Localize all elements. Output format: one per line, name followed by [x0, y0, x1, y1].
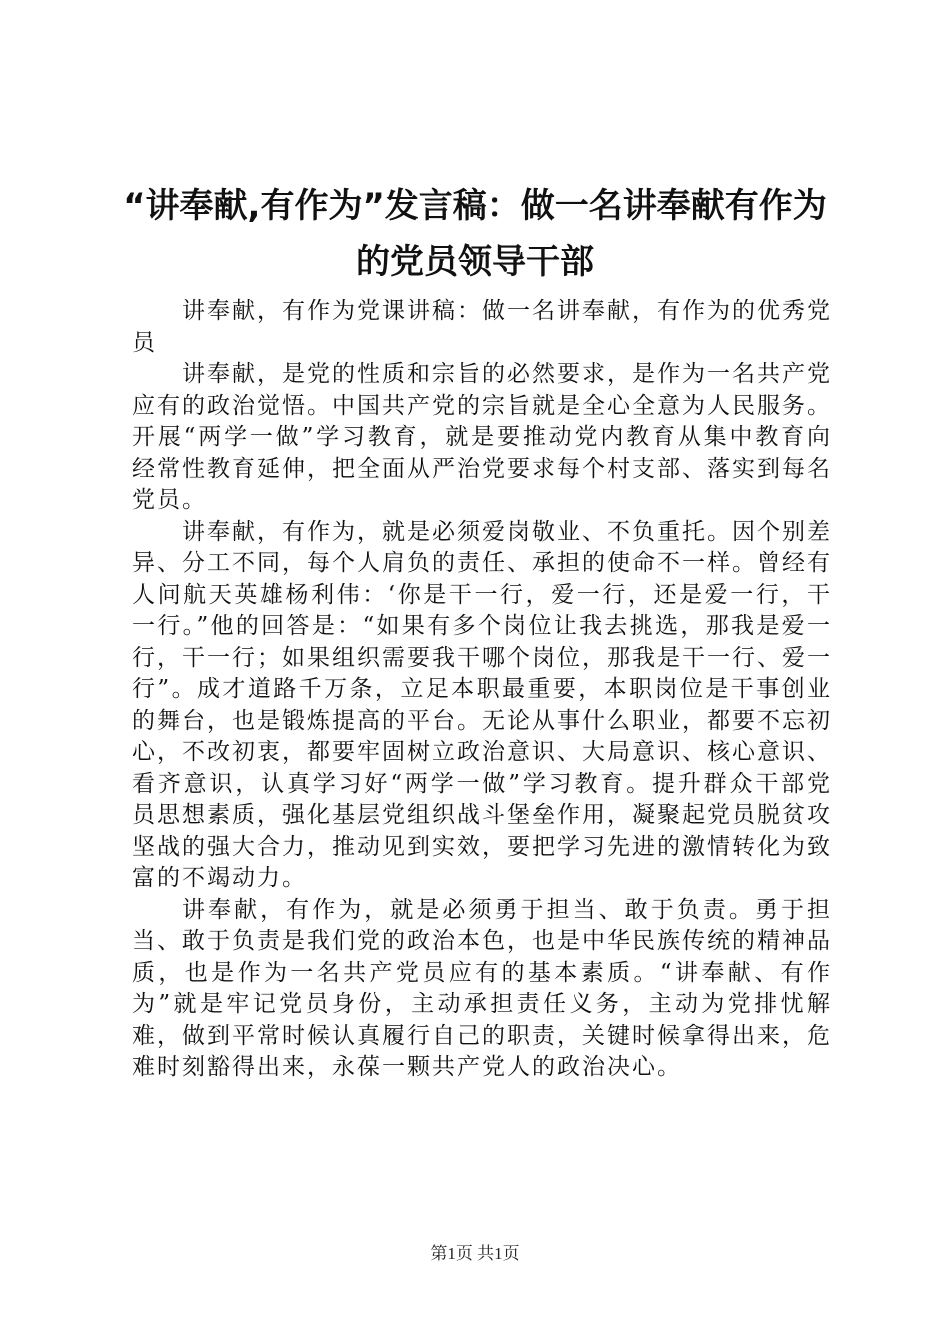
paragraph-3: 讲奉献，有作为，就是必须爱岗敬业、不负重托。因个别差异、分工不同，每个人肩负的责任、承担的使命不一样。曾经有人问航天英雄杨利伟：‘你是干一行，爱一行，还是爱一行，干一行。”他的回答是：“如果有多个岗位让我去挑选，那我是爱一行，干一行；如果组织需要我干哪个岗位，那我是干一行、爱一行”。成才道路千万条，立足本职最重要，本职岗位是干事创业的舞台，也是锻炼提高的平台。无论从事什么职业，都要不忘初心，不改初衷，都要牢固树立政治意识、大局意识、核心意识、看齐意识，认真学习好“两学一做”学习教育。提升群众干部党员思想素质，强化基层党组织战斗堡垒作用，凝聚起党员脱贫攻坚战的强大合力，推动见到实效，要把学习先进的激情转化为致富的不竭动力。 — [132, 518, 832, 891]
page-number-footer: 第1页 共1页 — [430, 1244, 520, 1263]
paragraph-2: 讲奉献，是党的性质和宗旨的必然要求，是作为一名共产党应有的政治觉悟。中国共产党的宗旨就是全心全意为人民服务。开展“两学一做”学习教育，就是要推动党内教育从集中教育向经常性教育延伸，把全面从严治党要求每个村支部、落实到每名党员。 — [132, 361, 832, 513]
document-body — [132, 296, 832, 1084]
document-title: “讲奉献,有作为”发言稿：做一名讲奉献有作为的党员领导干部 — [123, 186, 827, 282]
paragraph-1: 讲奉献，有作为党课讲稿：做一名讲奉献，有作为的优秀党员 — [132, 298, 832, 356]
paragraph-4: 讲奉献，有作为，就是必须勇于担当、敢于负责。勇于担当、敢于负责是我们党的政治本色，也是中华民族传统的精神品质，也是作为一名共产党员应有的基本素质。“讲奉献、有作为”就是牢记党员身份，主动承担责任义务，主动为党排忧解难，做到平常时候认真履行自己的职责，关键时候拿得出来，危难时刻豁得出来，永葆一颗共产党人的政治决心。 — [132, 896, 832, 1080]
